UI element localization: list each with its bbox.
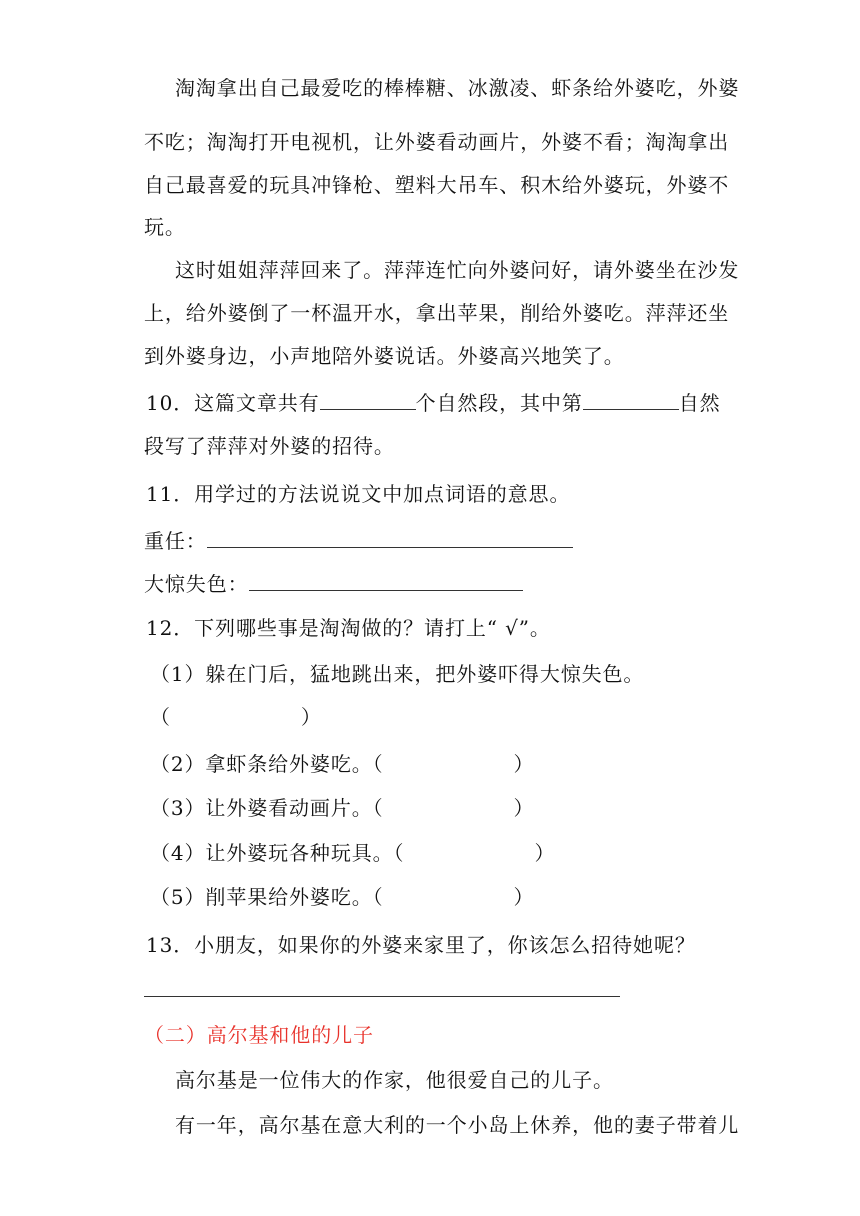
close-paren: ） [513, 796, 535, 820]
q11-item-dajingshise [144, 568, 523, 599]
option-text: （2）拿虾条给外婆吃。（ [150, 752, 384, 776]
passage-line: 自己最喜爱的玩具冲锋枪、塑料大吊车、积木给外婆玩，外婆不 [144, 173, 730, 197]
q12-option-1-answer[interactable] [150, 702, 322, 732]
passage-line: 高尔基是一位伟大的作家，他很爱自己的儿子。 [175, 1068, 614, 1092]
question-12: 12．下列哪些事是淘淘做的？请打上“ √”。 [146, 616, 551, 640]
paragraph-count-blank[interactable] [320, 387, 416, 410]
close-paren: ） [513, 885, 535, 909]
dajingshise-answer-blank[interactable] [249, 568, 523, 591]
question-10-part1: 10．这篇文章共有 [146, 391, 320, 415]
passage-line: 这时姐姐萍萍回来了。萍萍连忙向外婆问好，请外婆坐在沙发 [175, 258, 740, 282]
passage-line: 有一年，高尔基在意大利的一个小岛上休养，他的妻子带着儿 [175, 1113, 740, 1137]
q13-answer-line[interactable] [144, 996, 620, 997]
question-10-part2: 个自然段，其中第 [415, 391, 583, 415]
q11-item-zhongren [144, 525, 573, 556]
paragraph-number-blank[interactable] [583, 387, 679, 410]
close-paren: ） [534, 841, 556, 865]
q12-option-1: （1）躲在门后，猛地跳出来，把外婆吓得大惊失色。 [150, 662, 645, 686]
question-11: 11．用学过的方法说说文中加点词语的意思。 [146, 482, 571, 506]
question-10-line2: 段写了萍萍对外婆的招待。 [144, 434, 395, 458]
option-text: （5）削苹果给外婆吃。（ [150, 885, 384, 909]
question-13: 13．小朋友，如果你的外婆来家里了，你该怎么招待她呢？ [146, 933, 696, 957]
passage-line: 到外婆身边，小声地陪外婆说话。外婆高兴地笑了。 [144, 344, 625, 368]
question-10-part3: 自然 [678, 391, 721, 415]
q12-option-5[interactable] [150, 882, 534, 912]
open-paren: （ [150, 705, 171, 729]
section-title: （二）高尔基和他的儿子 [144, 1023, 374, 1047]
q12-option-3[interactable] [150, 793, 534, 823]
question-10 [146, 387, 721, 418]
passage-line: 玩。 [144, 215, 186, 239]
zhongren-answer-blank[interactable] [207, 525, 573, 548]
option-text: （3）让外婆看动画片。（ [150, 796, 384, 820]
q12-option-2[interactable] [150, 749, 534, 779]
passage-line: 不吃；淘淘打开电视机，让外婆看动画片，外婆不看；淘淘拿出 [144, 130, 730, 154]
option-text: （4）让外婆玩各种玩具。（ [150, 841, 405, 865]
passage-line: 淘淘拿出自己最爱吃的棒棒糖、冰激凌、虾条给外婆吃，外婆 [175, 76, 740, 100]
close-paren: ） [513, 752, 535, 776]
q11-item1-label: 重任： [144, 529, 207, 553]
close-paren: ） [300, 705, 322, 729]
q12-option-4[interactable] [150, 838, 555, 868]
passage-line: 上，给外婆倒了一杯温开水，拿出苹果，削给外婆吃。萍萍还坐 [144, 301, 730, 325]
q11-item2-label: 大惊失色： [144, 572, 249, 596]
